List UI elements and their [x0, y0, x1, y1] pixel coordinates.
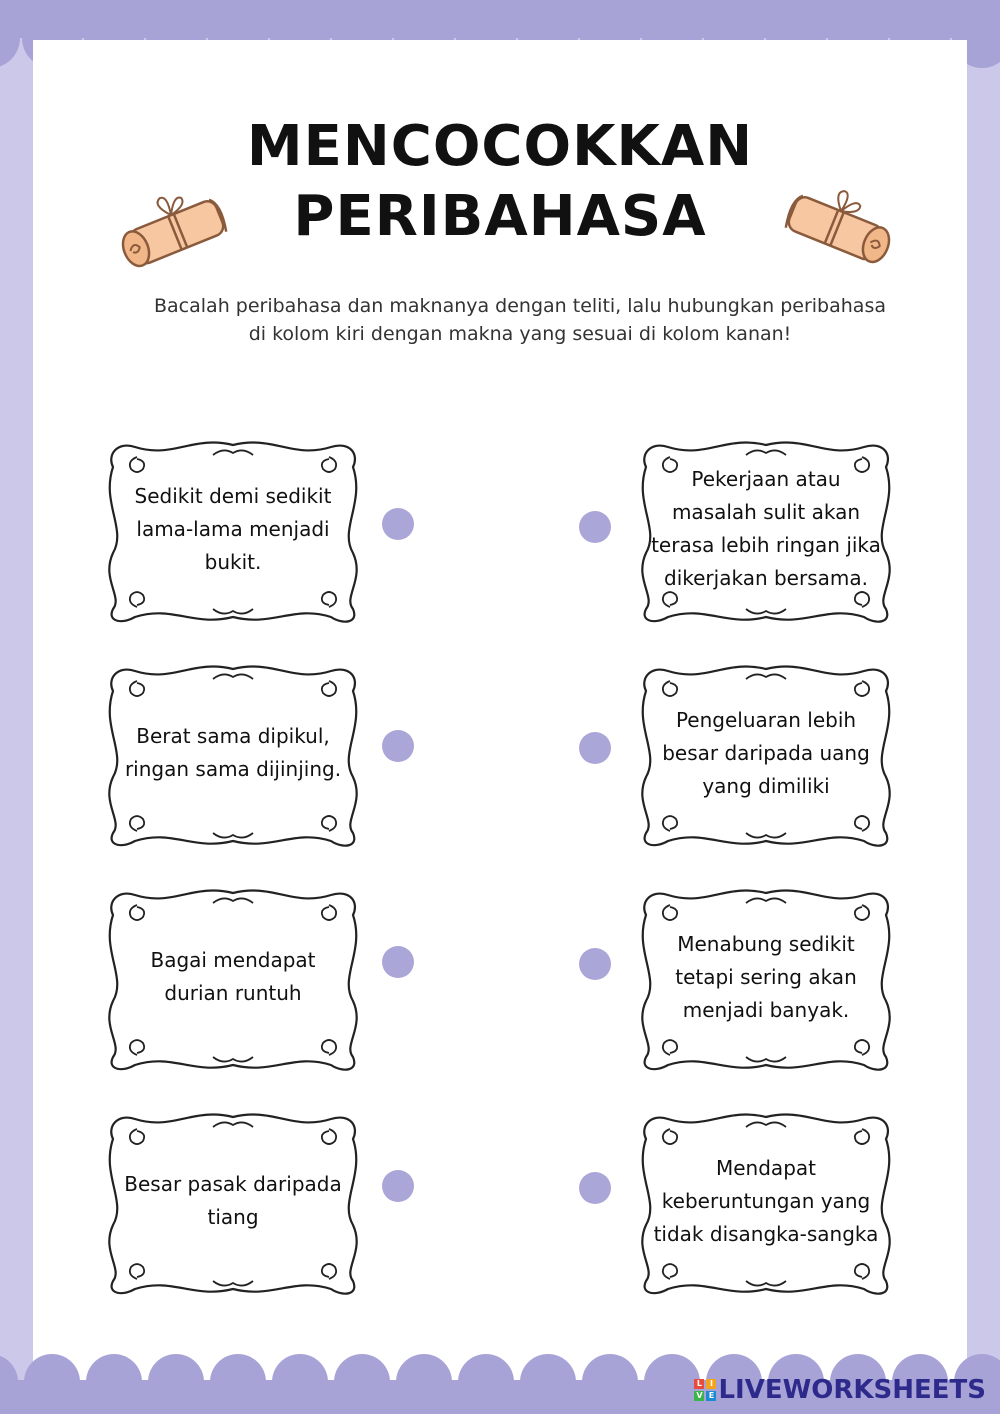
right-meaning-card-1 — [636, 433, 896, 625]
right-match-dot-4[interactable] — [579, 1172, 611, 1204]
liveworksheets-logo — [694, 1374, 986, 1406]
left-proverb-card-2 — [103, 657, 363, 849]
brand-name: LIVEWORKSHEETS — [718, 1375, 986, 1405]
instruction-line-2: di kolom kiri dengan makna yang sesuai di kolom kanan! — [248, 323, 792, 345]
left-match-dot-1[interactable] — [382, 508, 414, 540]
left-match-dot-4[interactable] — [382, 1170, 414, 1202]
left-match-dot-2[interactable] — [382, 730, 414, 762]
left-proverb-card-3 — [103, 881, 363, 1073]
right-match-dot-3[interactable] — [579, 948, 611, 980]
left-proverb-card-1 — [103, 433, 363, 625]
right-meaning-card-4 — [636, 1105, 896, 1297]
title-line-2: PERIBAHASA — [293, 184, 707, 249]
rolled-scroll-icon — [770, 176, 900, 276]
right-meaning-text: Pekerjaan atau masalah sulit akan terasa lebih ringan jika dikerjakan bersama. — [651, 467, 881, 590]
left-match-dot-3[interactable] — [382, 946, 414, 978]
instructions — [140, 292, 900, 348]
left-proverb-card-4 — [103, 1105, 363, 1297]
left-proverb-text: Bagai mendapat durian runtuh — [150, 948, 316, 1005]
title-line-1: MENCOCOKKAN — [246, 114, 754, 179]
right-match-dot-2[interactable] — [579, 732, 611, 764]
right-meaning-text: Menabung sedikit tetapi sering akan menjadi banyak. — [675, 931, 857, 1022]
right-match-dot-1[interactable] — [579, 511, 611, 543]
rolled-scroll-icon — [112, 180, 242, 280]
liveworksheets-logo-icon: L I V E — [694, 1379, 716, 1401]
right-meaning-card-3 — [636, 881, 896, 1073]
right-meaning-text: Mendapat keberuntungan yang tidak disangka-sangka — [653, 1155, 879, 1246]
right-meaning-text: Pengeluaran lebih besar daripada uang yang dimiliki — [662, 707, 870, 798]
instruction-line-1: Bacalah peribahasa dan maknanya dengan teliti, lalu hubungkan peribahasa — [154, 295, 886, 317]
left-proverb-text: Sedikit demi sedikit lama-lama menjadi bukit. — [134, 483, 332, 574]
right-meaning-card-2 — [636, 657, 896, 849]
left-proverb-text: Besar pasak daripada tiang — [124, 1172, 342, 1229]
left-proverb-text: Berat sama dipikul, ringan sama dijinjing. — [124, 724, 342, 781]
